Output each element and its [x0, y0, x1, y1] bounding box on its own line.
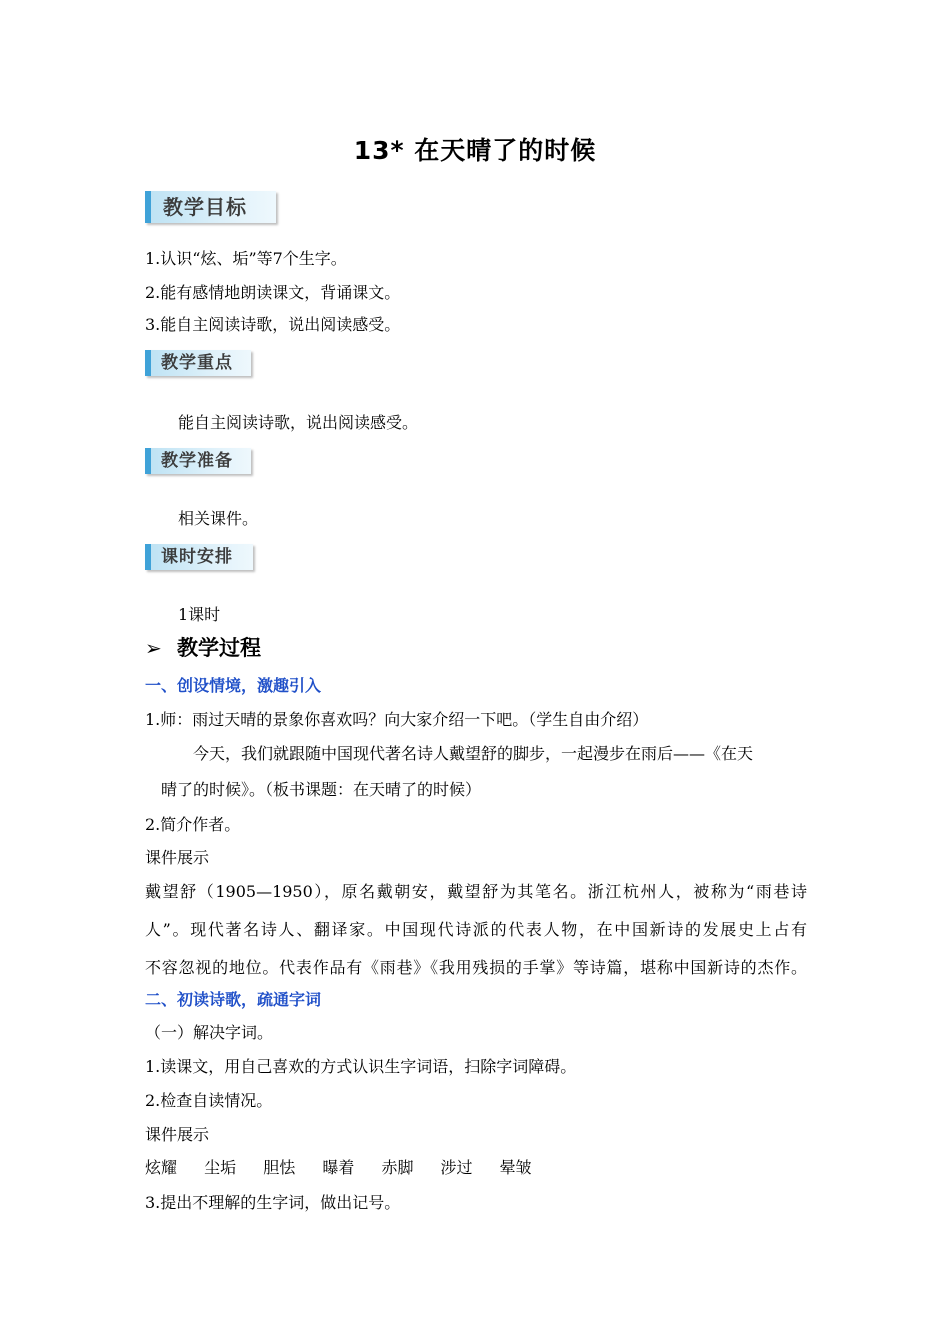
vocab-word: 曝着	[322, 1158, 355, 1177]
heading-preparation	[145, 448, 251, 474]
vocab-word: 尘垢	[204, 1158, 237, 1177]
author-bio-line: 人”。现代著名诗人、翻译家。中国现代诗派的代表人物，在中国新诗的发展史上占有	[145, 920, 807, 939]
paragraph: 2.检查自读情况。	[145, 1091, 273, 1110]
paragraph: 晴了的时候》。（板书课题：在天晴了的时候）	[161, 780, 482, 799]
heading-teaching-goals	[145, 191, 276, 223]
vocab-word: 胆怯	[263, 1158, 296, 1177]
arrow-right-icon: ➢	[145, 636, 162, 660]
courseware-label: 课件展示	[145, 1125, 210, 1144]
goal-item: 3.能自主阅读诗歌，说出阅读感受。	[145, 315, 401, 334]
preparation-text: 相关课件。	[178, 509, 259, 528]
paragraph: 2.简介作者。	[145, 815, 241, 834]
paragraph: 3.提出不理解的生字词，做出记号。	[145, 1193, 401, 1212]
author-bio-line: 戴望舒（1905—1950），原名戴朝安，戴望舒为其笔名。浙江杭州人，被称为“雨巷诗	[145, 882, 807, 901]
vocabulary-list	[145, 1158, 554, 1178]
paragraph: 1.师：雨过天晴的景象你喜欢吗？向大家介绍一下吧。（学生自由介绍）	[145, 710, 649, 729]
goal-item: 2.能有感情地朗读课文，背诵课文。	[145, 283, 401, 302]
page-title: 13* 在天晴了的时候	[353, 136, 597, 165]
vocab-word: 赤脚	[381, 1158, 414, 1177]
paragraph: 今天，我们就跟随中国现代著名诗人戴望舒的脚步，一起漫步在雨后——《在天	[193, 744, 754, 763]
vocab-word: 炫耀	[145, 1158, 178, 1177]
heading-key-point	[145, 350, 251, 376]
paragraph: （一）解决字词。	[145, 1023, 274, 1042]
vocab-word: 涉过	[440, 1158, 473, 1177]
heading-label: 教学准备	[161, 451, 233, 471]
courseware-label: 课件展示	[145, 848, 210, 867]
key-point-text: 能自主阅读诗歌，说出阅读感受。	[178, 413, 419, 432]
vocab-word: 晕皱	[499, 1158, 532, 1177]
heading-label: 课时安排	[161, 547, 233, 567]
heading-label: 教学重点	[161, 353, 233, 373]
process-heading	[145, 635, 261, 661]
section-title: 一、创设情境，激趣引入	[145, 676, 322, 695]
schedule-text: 1课时	[178, 605, 221, 624]
goal-item: 1.认识“炫、垢”等7个生字。	[145, 249, 347, 268]
heading-schedule	[145, 544, 253, 570]
process-heading-label: 教学过程	[177, 636, 261, 660]
heading-label: 教学目标	[163, 195, 247, 219]
author-bio-line: 不容忽视的地位。代表作品有《雨巷》《我用残损的手掌》等诗篇，堪称中国新诗的杰作。	[145, 958, 807, 977]
paragraph: 1.读课文，用自己喜欢的方式认识生字词语，扫除字词障碍。	[145, 1057, 577, 1076]
section-title: 二、初读诗歌，疏通字词	[145, 990, 322, 1009]
